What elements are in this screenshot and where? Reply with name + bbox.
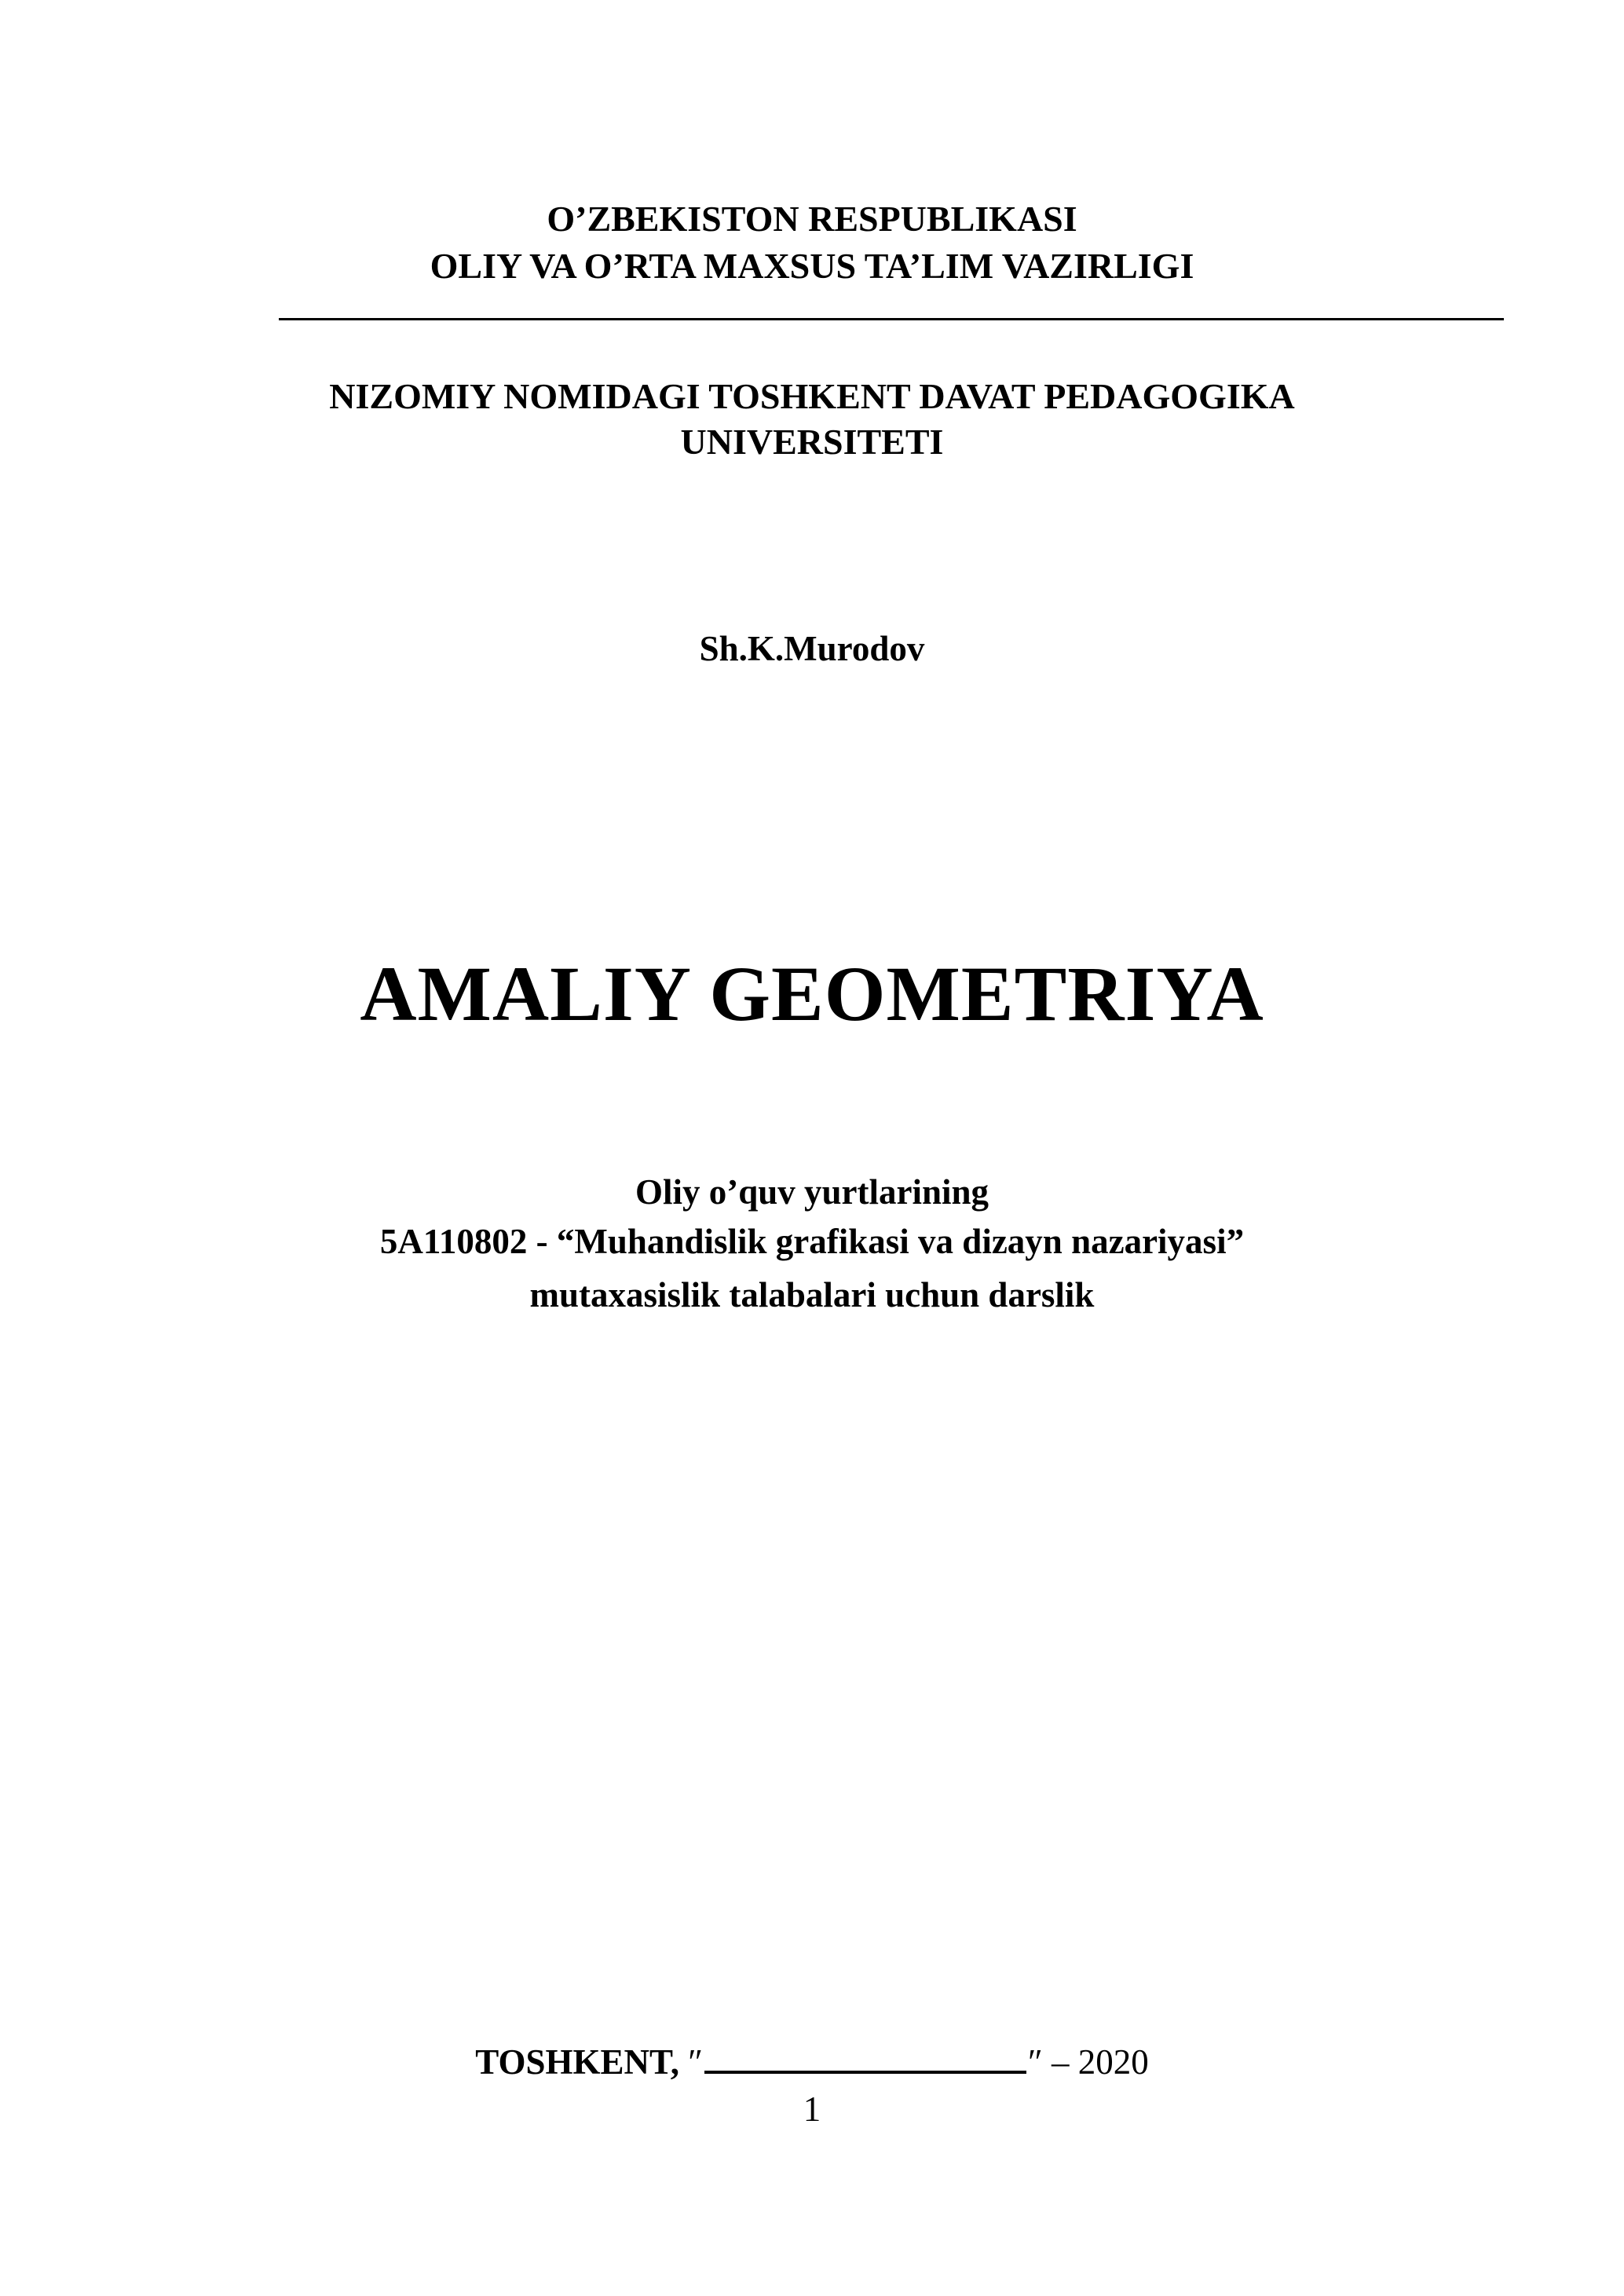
subtitle-line-1: Oliy o’quv yurtlarining	[635, 1172, 989, 1212]
university-name-line-2: UNIVERSITETI	[680, 422, 944, 462]
publication-year: – 2020	[1042, 2042, 1149, 2082]
page-number: 1	[803, 2089, 821, 2129]
publication-footer	[0, 2042, 1624, 2082]
book-title: AMALIY GEOMETRIYA	[360, 950, 1264, 1037]
subtitle-line-3: mutaxasislik talabalari uchun darslik	[529, 1275, 1095, 1314]
close-quote: ″	[1027, 2042, 1043, 2082]
blank-date-line	[704, 2047, 1026, 2074]
ministry-name-line-1: O’ZBEKISTON RESPUBLIKASI	[547, 199, 1077, 239]
publication-city: TOSHKENT,	[475, 2042, 679, 2082]
university-name-line-1: NIZOMIY NOMIDAGI TOSHKENT DAVAT PEDAGOGIKA	[329, 376, 1295, 416]
header-divider	[279, 318, 1504, 320]
ministry-name-line-2: OLIY VA O’RTA MAXSUS TA’LIM VAZIRLIGI	[430, 246, 1194, 286]
subtitle-line-2: 5A110802 - “Muhandislik grafikasi va dizayn nazariyasi”	[379, 1222, 1245, 1261]
author-name: Sh.K.Murodov	[699, 629, 925, 668]
open-quote: ″	[688, 2042, 703, 2082]
